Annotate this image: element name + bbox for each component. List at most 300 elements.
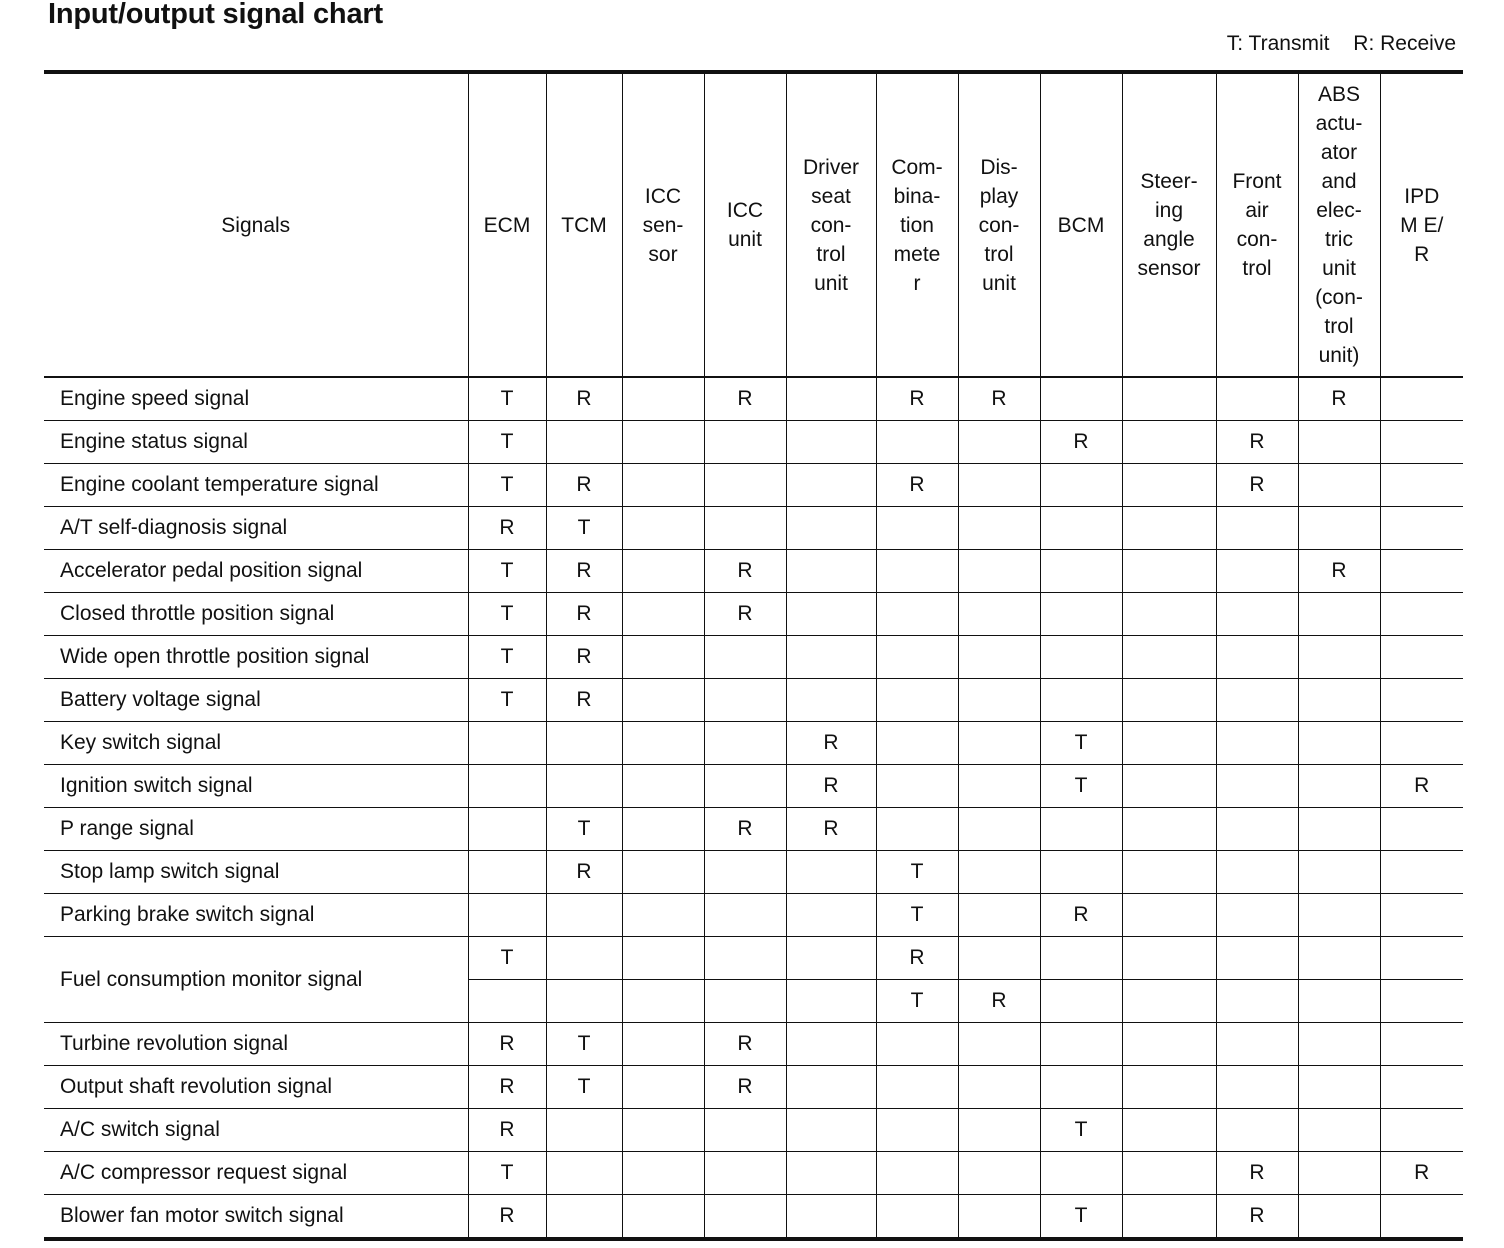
signal-cell <box>1298 421 1380 464</box>
signal-cell: R <box>786 808 876 851</box>
signal-cell <box>1122 636 1216 679</box>
table-row <box>44 679 1463 722</box>
column-header-label: Com- bina- tion mete r <box>891 155 943 295</box>
signal-cell: T <box>1040 1109 1122 1152</box>
signal-cell <box>546 722 622 765</box>
signal-cell <box>1122 1152 1216 1195</box>
signal-name: P range signal <box>44 808 468 851</box>
table-row <box>44 1195 1463 1240</box>
signal-cell <box>1380 894 1463 937</box>
signal-cell: R <box>876 937 958 980</box>
signal-cell <box>1298 937 1380 980</box>
signal-cell <box>546 937 622 980</box>
signal-cell <box>1380 679 1463 722</box>
signal-cell <box>704 1109 786 1152</box>
signal-cell <box>1380 636 1463 679</box>
signal-cell <box>1298 894 1380 937</box>
signal-cell <box>1122 679 1216 722</box>
column-header <box>1380 72 1463 377</box>
signal-cell <box>1216 1066 1298 1109</box>
column-header-label: Steer- ing angle sensor <box>1137 170 1201 280</box>
signal-cell: T <box>468 550 546 593</box>
signal-cell <box>1122 1195 1216 1240</box>
signal-cell <box>786 377 876 421</box>
table-row <box>44 507 1463 550</box>
signal-cell <box>622 808 704 851</box>
signal-cell <box>1040 636 1122 679</box>
column-header-label: TCM <box>561 213 607 237</box>
signal-cell <box>1122 1066 1216 1109</box>
signal-name: Engine speed signal <box>44 377 468 421</box>
table-body <box>44 377 1463 1239</box>
signal-cell <box>1380 1023 1463 1066</box>
signal-name: Engine status signal <box>44 421 468 464</box>
signal-cell: T <box>876 980 958 1023</box>
signal-cell <box>1040 808 1122 851</box>
column-header <box>1040 72 1122 377</box>
signal-cell <box>1122 722 1216 765</box>
signal-cell <box>1298 1066 1380 1109</box>
signal-name: Closed throttle position signal <box>44 593 468 636</box>
signal-cell: R <box>1040 421 1122 464</box>
signal-cell <box>958 550 1040 593</box>
signal-cell <box>786 1109 876 1152</box>
table-row <box>44 550 1463 593</box>
signal-cell <box>1122 894 1216 937</box>
signal-cell: R <box>1216 464 1298 507</box>
signal-cell <box>1122 464 1216 507</box>
signal-cell: R <box>1380 1152 1463 1195</box>
signal-cell: R <box>546 377 622 421</box>
signal-cell <box>876 722 958 765</box>
signal-cell <box>1216 507 1298 550</box>
signal-cell <box>546 421 622 464</box>
signal-cell <box>622 765 704 808</box>
signal-cell <box>1040 1023 1122 1066</box>
signal-cell <box>468 765 546 808</box>
signal-cell <box>704 464 786 507</box>
table-row <box>44 722 1463 765</box>
signal-name: Fuel consumption monitor signal <box>44 937 468 1023</box>
column-header-label: Driver seat con- trol unit <box>803 155 859 295</box>
column-header <box>1216 72 1298 377</box>
signal-cell <box>704 507 786 550</box>
signal-cell <box>786 593 876 636</box>
signal-cell <box>1122 550 1216 593</box>
signal-cell: T <box>546 1066 622 1109</box>
column-header-label: Dis- play con- trol unit <box>978 155 1020 295</box>
signal-name: Key switch signal <box>44 722 468 765</box>
signal-cell: R <box>468 507 546 550</box>
signal-cell <box>1122 377 1216 421</box>
signal-cell <box>1380 722 1463 765</box>
signal-cell: R <box>704 593 786 636</box>
signal-cell <box>958 937 1040 980</box>
signal-cell <box>468 808 546 851</box>
column-header <box>622 72 704 377</box>
signal-cell: T <box>468 937 546 980</box>
table-row <box>44 377 1463 421</box>
signal-cell: T <box>546 1023 622 1066</box>
signal-cell: R <box>546 593 622 636</box>
table-row <box>44 765 1463 808</box>
signal-cell <box>786 550 876 593</box>
column-header-label: ECM <box>483 213 531 237</box>
signal-cell <box>1122 808 1216 851</box>
signal-cell <box>622 593 704 636</box>
signal-cell: R <box>546 464 622 507</box>
signal-cell <box>1298 636 1380 679</box>
signal-cell <box>958 679 1040 722</box>
signal-cell: T <box>876 894 958 937</box>
signal-cell: R <box>468 1195 546 1240</box>
signal-cell <box>1040 1066 1122 1109</box>
column-header-label: BCM <box>1057 213 1105 237</box>
signal-cell <box>1122 980 1216 1023</box>
signal-cell <box>622 980 704 1023</box>
signal-name: Ignition switch signal <box>44 765 468 808</box>
signal-cell <box>704 980 786 1023</box>
signal-cell <box>1122 1109 1216 1152</box>
signal-cell <box>1040 550 1122 593</box>
signal-cell: R <box>1216 1195 1298 1240</box>
table-row <box>44 464 1463 507</box>
signal-name: Wide open throttle position signal <box>44 636 468 679</box>
signal-cell <box>1298 808 1380 851</box>
signal-cell <box>1216 894 1298 937</box>
signal-name: Blower fan motor switch signal <box>44 1195 468 1240</box>
signal-cell: R <box>546 851 622 894</box>
signal-cell <box>622 937 704 980</box>
signal-cell <box>958 894 1040 937</box>
signal-cell <box>704 679 786 722</box>
column-header <box>468 72 546 377</box>
signal-cell <box>958 851 1040 894</box>
table-row <box>44 1066 1463 1109</box>
legend-transmit: T: Transmit <box>1226 32 1330 55</box>
column-header <box>876 72 958 377</box>
signal-cell <box>704 937 786 980</box>
signal-cell: R <box>704 1023 786 1066</box>
signal-cell <box>1040 1152 1122 1195</box>
table-row <box>44 937 1463 980</box>
signal-cell <box>786 464 876 507</box>
signal-cell: R <box>704 550 786 593</box>
table-row <box>44 1109 1463 1152</box>
signal-cell: T <box>546 507 622 550</box>
column-header <box>786 72 876 377</box>
signal-cell <box>876 421 958 464</box>
signal-cell <box>704 1195 786 1240</box>
signal-cell <box>1216 980 1298 1023</box>
signal-cell <box>958 1152 1040 1195</box>
legend <box>1227 32 1456 56</box>
signal-cell <box>958 1066 1040 1109</box>
signal-cell <box>786 507 876 550</box>
signal-cell: R <box>1040 894 1122 937</box>
signal-cell <box>1380 464 1463 507</box>
signal-cell <box>1380 593 1463 636</box>
signal-name: A/T self-diagnosis signal <box>44 507 468 550</box>
signal-cell <box>958 507 1040 550</box>
column-header <box>704 72 786 377</box>
signal-cell: R <box>546 679 622 722</box>
signal-cell <box>786 894 876 937</box>
signal-cell <box>1298 980 1380 1023</box>
signal-cell <box>622 1023 704 1066</box>
signal-cell: T <box>468 377 546 421</box>
signal-cell <box>468 980 546 1023</box>
signal-cell <box>786 851 876 894</box>
signal-cell <box>622 550 704 593</box>
table-row <box>44 894 1463 937</box>
signal-cell <box>546 1109 622 1152</box>
signal-cell <box>1216 765 1298 808</box>
signal-cell <box>546 1195 622 1240</box>
signal-cell <box>1122 1023 1216 1066</box>
signal-cell <box>1040 507 1122 550</box>
signal-cell <box>622 851 704 894</box>
signal-cell: R <box>786 722 876 765</box>
signal-cell <box>958 1023 1040 1066</box>
table-row <box>44 1152 1463 1195</box>
signal-cell <box>1298 1109 1380 1152</box>
signal-cell <box>876 1023 958 1066</box>
signal-cell <box>1216 377 1298 421</box>
signal-cell <box>468 851 546 894</box>
signal-name: A/C compressor request signal <box>44 1152 468 1195</box>
signal-cell <box>704 851 786 894</box>
signal-cell <box>1040 851 1122 894</box>
signal-cell <box>622 1109 704 1152</box>
signal-cell <box>876 1066 958 1109</box>
signal-cell: R <box>546 636 622 679</box>
signal-cell <box>1298 722 1380 765</box>
signal-cell: R <box>876 464 958 507</box>
signal-cell <box>958 421 1040 464</box>
signal-cell <box>1122 937 1216 980</box>
signal-cell <box>1380 980 1463 1023</box>
signal-cell <box>622 1152 704 1195</box>
signal-name: Parking brake switch signal <box>44 894 468 937</box>
signal-cell <box>1122 593 1216 636</box>
signal-cell: R <box>958 377 1040 421</box>
signal-cell <box>876 636 958 679</box>
signal-cell <box>622 636 704 679</box>
column-header <box>1298 72 1380 377</box>
signal-cell <box>786 1023 876 1066</box>
signal-cell: R <box>1216 421 1298 464</box>
signal-cell <box>1040 464 1122 507</box>
column-header-label: ICC unit <box>726 199 764 251</box>
column-header-label: IPD M E/ R <box>1400 184 1444 266</box>
signal-cell <box>876 507 958 550</box>
signal-cell <box>546 1152 622 1195</box>
signal-cell <box>958 722 1040 765</box>
column-header <box>1122 72 1216 377</box>
signal-cell: T <box>468 464 546 507</box>
signal-chart-table <box>44 70 1463 1241</box>
signal-cell <box>1122 851 1216 894</box>
signal-cell <box>622 679 704 722</box>
signal-cell <box>1380 1066 1463 1109</box>
signal-cell <box>546 980 622 1023</box>
signal-name: Battery voltage signal <box>44 679 468 722</box>
signal-cell: T <box>1040 722 1122 765</box>
signal-cell <box>622 507 704 550</box>
signal-cell <box>1122 421 1216 464</box>
signal-name: Engine coolant temperature signal <box>44 464 468 507</box>
signal-cell <box>786 1152 876 1195</box>
table-row <box>44 1023 1463 1066</box>
signal-cell <box>1380 851 1463 894</box>
signal-cell <box>1298 1023 1380 1066</box>
signal-cell <box>1216 636 1298 679</box>
signal-cell: R <box>876 377 958 421</box>
signal-name: Turbine revolution signal <box>44 1023 468 1066</box>
column-header-signals <box>44 72 468 377</box>
signal-cell <box>786 980 876 1023</box>
signal-cell <box>958 1109 1040 1152</box>
signal-cell <box>958 464 1040 507</box>
signal-cell <box>1040 937 1122 980</box>
signal-cell <box>704 636 786 679</box>
column-header-label: Front air con- trol <box>1232 170 1282 280</box>
column-header-label: Signals <box>221 213 291 237</box>
signal-cell: R <box>468 1109 546 1152</box>
signal-cell <box>876 550 958 593</box>
signal-cell <box>1380 1109 1463 1152</box>
table-header-row <box>44 72 1463 377</box>
signal-cell: T <box>1040 765 1122 808</box>
signal-cell: T <box>468 421 546 464</box>
signal-cell <box>958 636 1040 679</box>
signal-cell <box>546 765 622 808</box>
signal-cell <box>1122 507 1216 550</box>
signal-cell: R <box>1298 550 1380 593</box>
signal-cell <box>786 1195 876 1240</box>
column-header-label: ABS actu- ator and elec- tric unit (con- trol unit) <box>1315 83 1363 367</box>
signal-cell <box>958 1195 1040 1240</box>
page-title: Input/output signal chart <box>48 0 383 30</box>
signal-cell <box>622 421 704 464</box>
signal-cell <box>958 593 1040 636</box>
signal-cell <box>786 1066 876 1109</box>
signal-cell <box>958 808 1040 851</box>
signal-cell <box>1298 679 1380 722</box>
signal-cell <box>786 421 876 464</box>
signal-cell <box>876 679 958 722</box>
signal-cell <box>1040 679 1122 722</box>
signal-cell <box>1298 1152 1380 1195</box>
table-row <box>44 421 1463 464</box>
signal-cell <box>1380 507 1463 550</box>
signal-cell <box>1216 550 1298 593</box>
signal-cell <box>622 1066 704 1109</box>
table-row <box>44 808 1463 851</box>
signal-cell <box>704 722 786 765</box>
signal-cell <box>958 765 1040 808</box>
signal-cell <box>786 937 876 980</box>
signal-cell: R <box>1298 377 1380 421</box>
signal-cell: T <box>468 679 546 722</box>
signal-cell: R <box>1380 765 1463 808</box>
signal-cell: R <box>958 980 1040 1023</box>
signal-cell <box>1380 421 1463 464</box>
signal-cell <box>876 1195 958 1240</box>
column-header-label: ICC sen- sor <box>642 184 684 266</box>
signal-cell: R <box>786 765 876 808</box>
table-row <box>44 593 1463 636</box>
signal-cell: R <box>468 1066 546 1109</box>
signal-cell <box>1380 937 1463 980</box>
signal-cell: T <box>468 593 546 636</box>
signal-cell <box>1298 464 1380 507</box>
signal-cell <box>1298 593 1380 636</box>
table-row <box>44 636 1463 679</box>
signal-cell <box>1216 808 1298 851</box>
signal-cell <box>1298 765 1380 808</box>
signal-cell <box>1216 593 1298 636</box>
signal-cell <box>1298 507 1380 550</box>
signal-cell <box>786 636 876 679</box>
signal-cell <box>1216 851 1298 894</box>
signal-cell: R <box>704 1066 786 1109</box>
signal-name: Stop lamp switch signal <box>44 851 468 894</box>
signal-cell <box>704 421 786 464</box>
signal-cell <box>704 1152 786 1195</box>
signal-cell: R <box>704 808 786 851</box>
signal-cell <box>876 593 958 636</box>
signal-cell <box>876 808 958 851</box>
signal-cell <box>1040 980 1122 1023</box>
signal-cell <box>704 894 786 937</box>
signal-cell <box>786 679 876 722</box>
signal-cell: R <box>1216 1152 1298 1195</box>
legend-receive: R: Receive <box>1353 32 1456 55</box>
signal-cell <box>1040 377 1122 421</box>
signal-cell <box>876 1109 958 1152</box>
signal-cell <box>1380 1195 1463 1240</box>
signal-cell <box>876 1152 958 1195</box>
column-header <box>958 72 1040 377</box>
signal-cell <box>622 464 704 507</box>
signal-cell <box>622 377 704 421</box>
signal-cell <box>1122 765 1216 808</box>
signal-name: Output shaft revolution signal <box>44 1066 468 1109</box>
signal-name: A/C switch signal <box>44 1109 468 1152</box>
signal-cell <box>1380 808 1463 851</box>
signal-cell: R <box>704 377 786 421</box>
signal-cell <box>1298 851 1380 894</box>
signal-cell <box>468 722 546 765</box>
signal-cell <box>622 894 704 937</box>
signal-cell <box>468 894 546 937</box>
signal-cell <box>1380 377 1463 421</box>
signal-cell <box>1216 937 1298 980</box>
signal-cell <box>546 894 622 937</box>
signal-cell <box>622 722 704 765</box>
signal-cell <box>1040 593 1122 636</box>
signal-cell <box>1216 1109 1298 1152</box>
signal-cell <box>1216 679 1298 722</box>
signal-name: Accelerator pedal position signal <box>44 550 468 593</box>
signal-cell <box>704 765 786 808</box>
table-row <box>44 851 1463 894</box>
column-header <box>546 72 622 377</box>
signal-cell: T <box>546 808 622 851</box>
signal-cell: T <box>468 1152 546 1195</box>
